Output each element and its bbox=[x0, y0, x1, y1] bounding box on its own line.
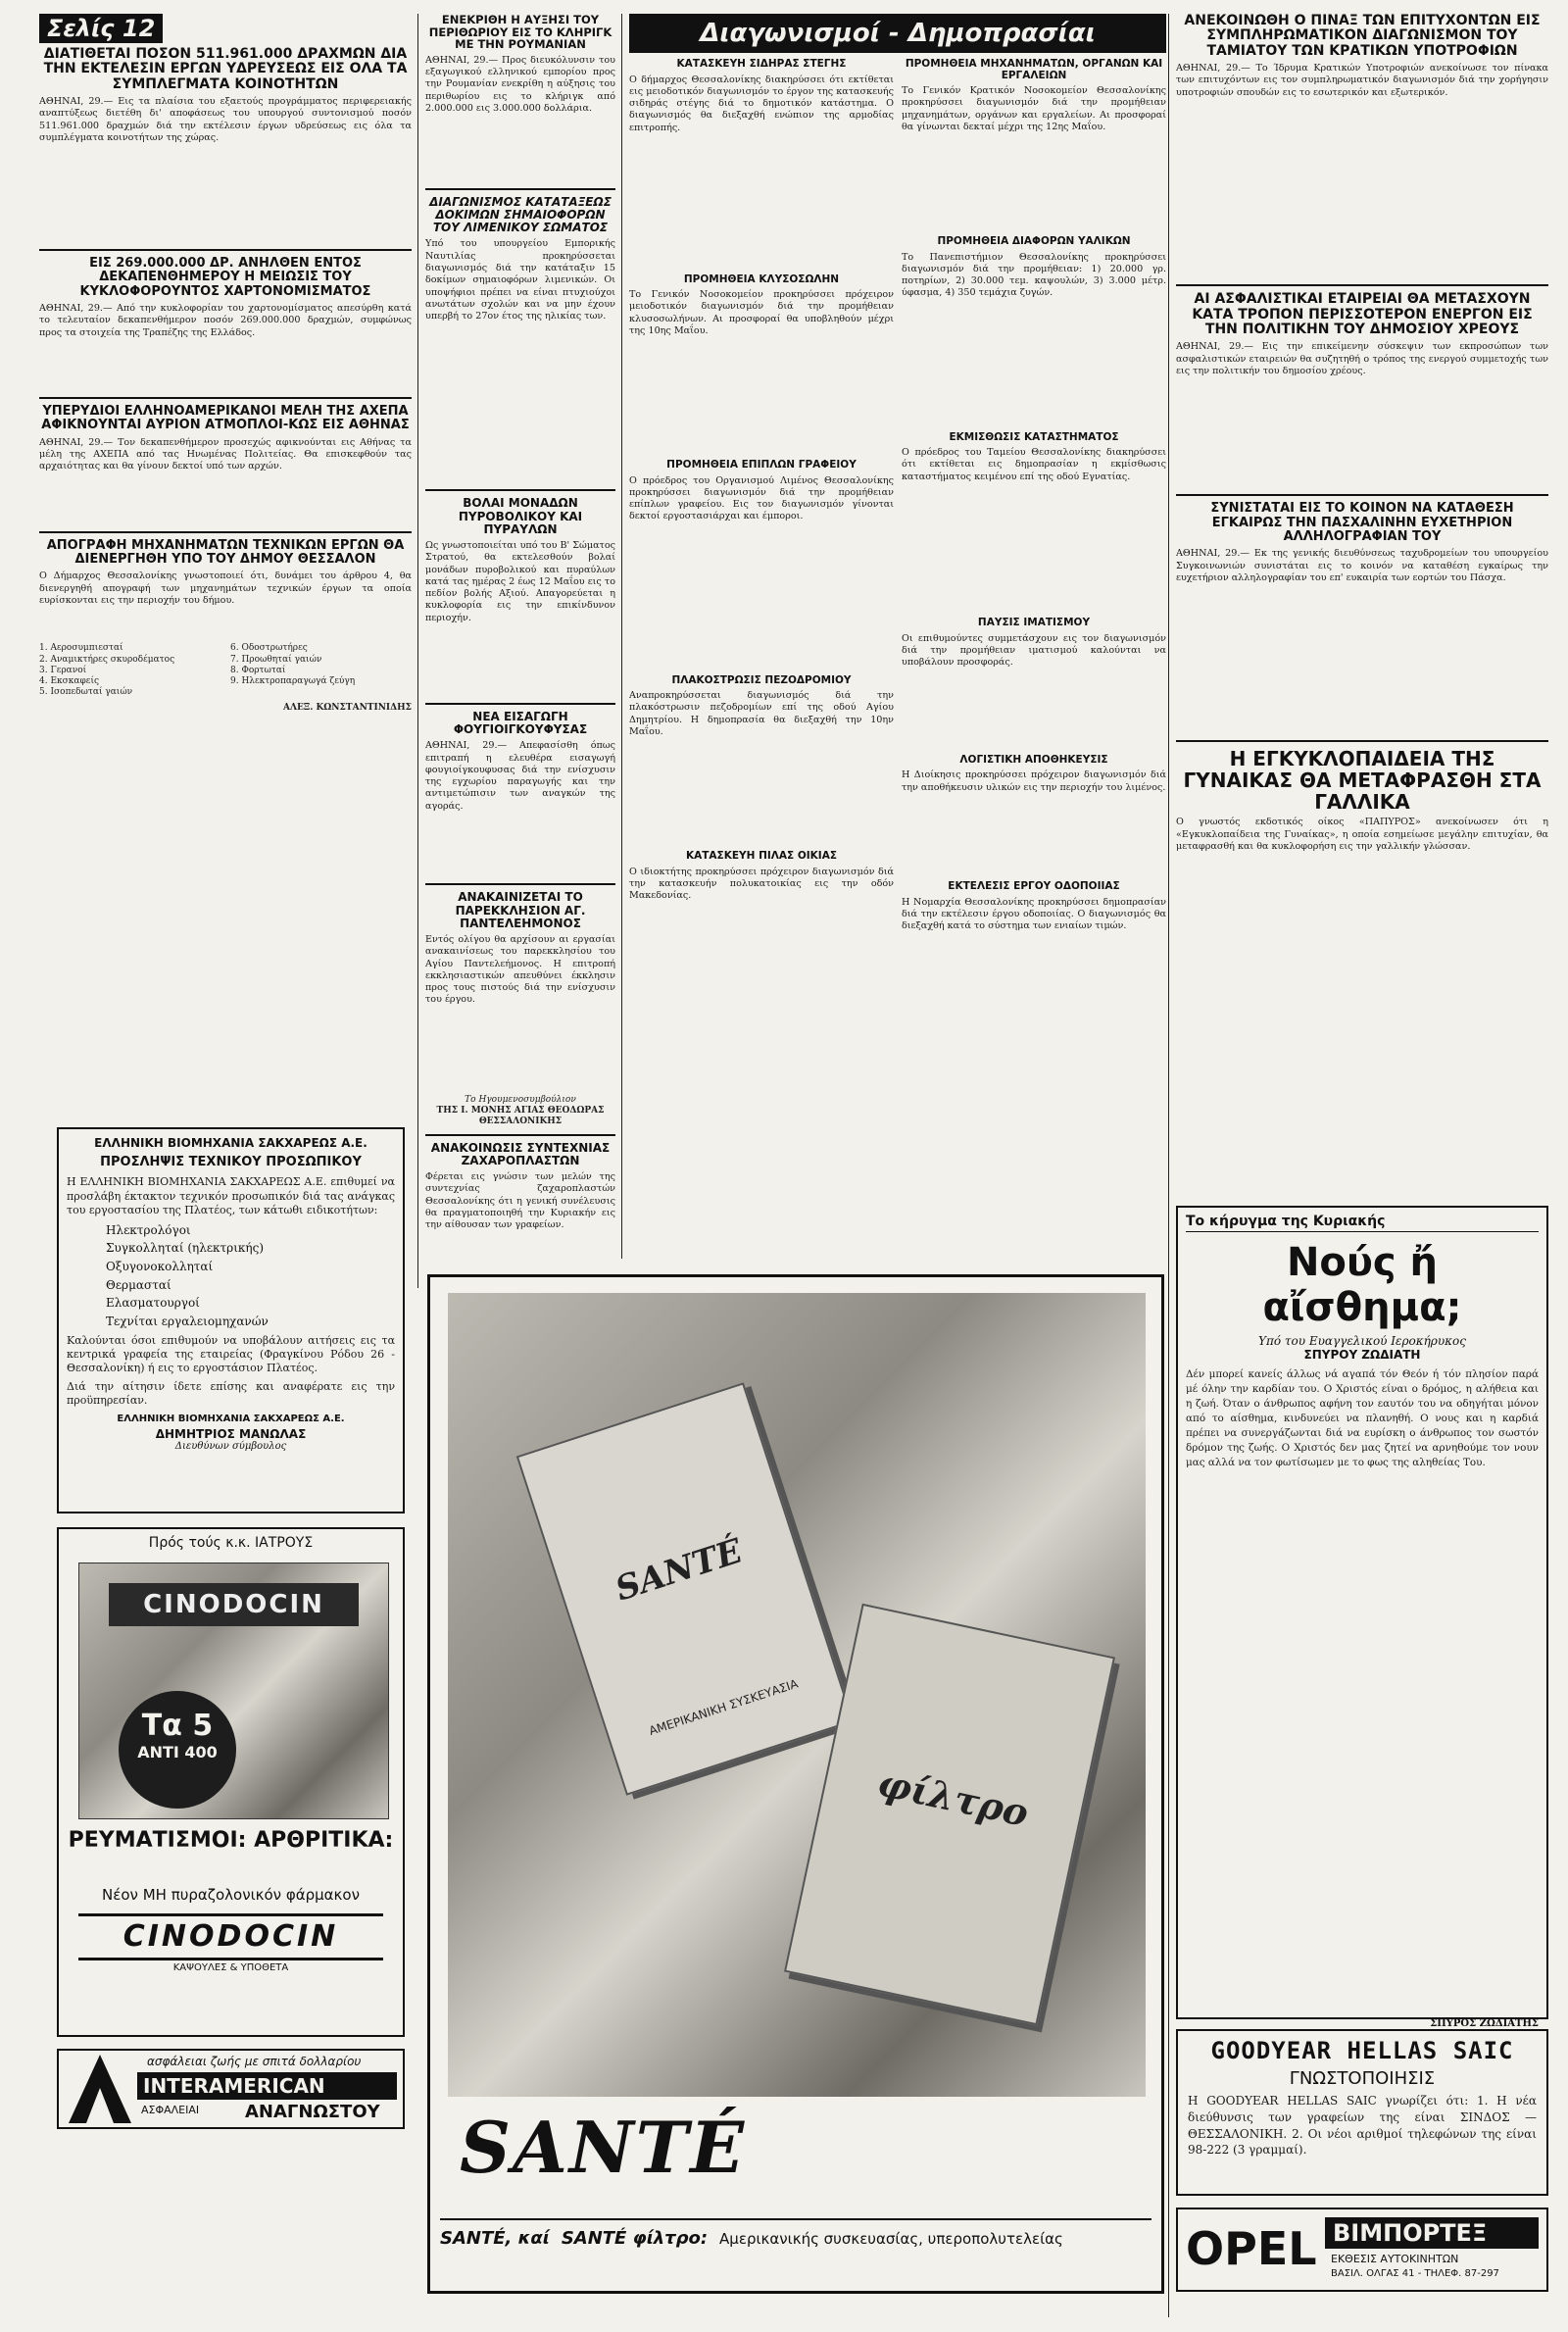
opel-ad bbox=[1176, 2208, 1548, 2292]
tender-heading: ΠΑΥΣΙΣ ΙΜΑΤΙΣΜΟΥ bbox=[977, 617, 1091, 629]
sermon-body: Δέν μπορεί κανείς άλλως νά αγαπά τόν Θεόν ή τόν πλησίον παρά μέ όλην την καρδίαν του. Ο Χριστός είναι ο δρόμος, η αλήθεια και η ζωή. Όταν ο άνθρωπος αφήνη τον εαυτόν του να οδηγήται μόνον από το αίσθημα, κινδυνεύει να πλανηθή. Ο νους και η καρδιά πρέπει να συνεργάζωνται διά να ευρίσκη ο άνθρωπος τον σωστόν δρόμον της ζωής. Ο Χριστός δεν μας ζητεί να αρνηθούμε τον νουν μας αλλά να τον φωτίσωμεν με το φως της αληθείας Του. bbox=[1186, 1368, 1539, 1469]
tender-heading: ΛΟΓΙΣΤΙΚΗ ΑΠΟΘΗΚΕΥΣΙΣ bbox=[959, 753, 1108, 766]
ad-subtitle: ΓΝΩΣΤΟΠΟΙΗΣΙΣ bbox=[1289, 2068, 1436, 2089]
sermon-author: ΣΠΥΡΟΥ ΖΩΔΙΑΤΗ bbox=[1303, 1348, 1421, 1362]
column-1 bbox=[39, 14, 412, 714]
list-item: 2. Αναμικτήρες σκυροδέματος bbox=[39, 654, 175, 665]
headline: ΥΠΕΡΥΔΙΟΙ ΕΛΛΗΝΟΑΜΕΡΙΚΑΝΟΙ ΜΕΛΗ ΤΗΣ ΑΧΕΠΑ ΑΦΙΚΝΟΥΝΤΑΙ ΑΥΡΙΟΝ ΑΤΜΟΠΛΟΙ-ΚΩΣ ΕΙΣ ΑΘΗΝΑΣ bbox=[41, 404, 410, 433]
tender-heading: ΠΛΑΚΟΣΤΡΩΣΙΣ ΠΕΖΟΔΡΟΜΙΟΥ bbox=[671, 673, 852, 686]
product-photo bbox=[78, 1563, 389, 1819]
ad-product-line: Νέον ΜΗ πυραζολονικόν φάρμακον bbox=[102, 1886, 360, 1904]
column-rule bbox=[417, 14, 418, 1288]
headline: ΔΙΑΤΙΘΕΤΑΙ ΠΟΣΟΝ 511.961.000 ΔΡΑΧΜΩΝ ΔΙΑ ΤΗΝ ΕΚΤΕΛΕΣΙΝ ΕΡΓΩΝ ΥΔΡΕΥΣΕΩΣ ΕΙΣ ΟΛΑ ΤΑ ΣΥΜΠΛΕΓΜΑΤΑ ΚΟΙΝΟΤΗΤΩΝ bbox=[43, 46, 408, 92]
article-body: ΑΘΗΝΑΙ, 29.— Απεφασίσθη όπως επιτραπή η ελευθέρα εισαγωγή φουγιοίγκουφυσας διά την ενίσχυσιν της εγχωρίου παραγωγής και την αντιμετώπισιν των αναγκών της αγοράς. bbox=[425, 740, 615, 812]
ad-title: ΕΛΛΗΝΙΚΗ ΒΙΟΜΗΧΑΝΙΑ ΣΑΚΧΑΡΕΩΣ Α.Ε. bbox=[94, 1136, 368, 1150]
list-item: 9. Ηλεκτροπαραγωγά ζεύγη bbox=[230, 676, 356, 686]
interamerican-ad bbox=[57, 2049, 405, 2129]
pack-brand: SANTÉ bbox=[611, 1531, 748, 1610]
article-body: Υπό του υπουργείου Εμπορικής Ναυτιλίας προκηρύσσεται διαγωνισμός διά την κατάταξιν 15 δοκίμων σημαιοφόρων λιμενικών. Οι υποψήφιοι πρέπει να είναι πτυχιούχοι ανωτάτων σχολών και να μην έχουν υπερβή το 27ον έτος της ηλικίας των. bbox=[425, 238, 615, 323]
signature: ΤΗΣ Ι. ΜΟΝΗΣ ΑΓΙΑΣ ΘΕΟΔΩΡΑΣ ΘΕΣΣΑΛΟΝΙΚΗΣ bbox=[436, 1106, 605, 1127]
tender-body: Το Γενικόν Νοσοκομείον προκηρύσσει πρόχειρον μειοδοτικόν διαγωνισμόν διά την προμήθειαν κλυσοσωλήνων. Αι προσφοραί θα υποβληθούν μέχρι της 10ης Μαΐου. bbox=[629, 289, 894, 336]
cinodocin-ad bbox=[57, 1527, 405, 2037]
ad-item: Θερμασταί bbox=[106, 1277, 172, 1292]
list-item: 4. Εκσκαφείς bbox=[39, 676, 100, 686]
tender-body: Το Πανεπιστήμιον Θεσσαλονίκης προκηρύσσει διαγωνισμόν διά την προμήθειαν: 1) 20.000 γρ. ποτηρίων, 2) 30.000 τεμ. καψουλών, 3) 3.000 μέτρ. ύφασμα, 4) 350 τεμάχια ζυγών. bbox=[902, 251, 1166, 299]
dealer-sub: ΕΚΘΕΣΙΣ ΑΥΤΟΚΙΝΗΤΩΝ bbox=[1331, 2253, 1459, 2265]
list-item: 7. Προωθηταί γαιών bbox=[230, 654, 322, 665]
goodyear-ad bbox=[1176, 2029, 1548, 2196]
article-body: ΑΘΗΝΑΙ, 29.— Από την κυκλοφορίαν του χαρτονομίσματος απεσύρθη κατά το τελευταίον δεκαπενθήμερον ποσόν 269.000.000 δραχμών, συμφώνως προς τα στοιχεία της Τραπέζης της Ελλάδος. bbox=[39, 303, 412, 338]
signature: ΣΠΥΡΟΣ ΖΩΔΙΑΤΗΣ bbox=[1430, 2018, 1539, 2029]
headline: ΑΙ ΑΣΦΑΛΙΣΤΙΚΑΙ ΕΤΑΙΡΕΙΑΙ ΘΑ ΜΕΤΑΣΧΟΥΝ ΚΑΤΑ ΤΡΟΠΟΝ ΠΕΡΙΣΣΟΤΕΡΟΝ ΕΝΕΡΓΟΝ ΕΙΣ ΤΗΝ ΠΟΛΙΤΙΚΗΝ ΤΟΥ ΔΗΜΟΣΙΟΥ ΧΡΕΟΥΣ bbox=[1192, 291, 1533, 337]
ad-subtitle: ΠΡΟΣΛΗΨΙΣ ΤΕΧΝΙΚΟΥ ΠΡΟΣΩΠΙΚΟΥ bbox=[100, 1155, 362, 1170]
headline: ΑΝΕΚΟΙΝΩΘΗ Ο ΠΙΝΑΞ ΤΩΝ ΕΠΙΤΥΧΟΝΤΩΝ ΕΙΣ ΣΥΜΠΛΗΡΩΜΑΤΙΚΟΝ ΔΙΑΓΩΝΙΣΜΟΝ ΤΟΥ ΤΑΜΙΑΤΟΥ ΤΩΝ ΚΡΑΤΙΚΩΝ ΥΠΟΤΡΟΦΙΩΝ bbox=[1184, 13, 1541, 59]
section-logo: Σελίς 12 bbox=[39, 14, 163, 43]
ad-item: Ελασματουργοί bbox=[106, 1296, 200, 1311]
dealer-address: ΒΑΣΙΛ. ΟΛΓΑΣ 41 - ΤΗΛΕΦ. 87-297 bbox=[1331, 2268, 1499, 2279]
ad-item: Οξυγονοκολληταί bbox=[106, 1259, 214, 1273]
tender-body: Ο δήμαρχος Θεσσαλονίκης διακηρύσσει ότι εκτίθεται εις μειοδοτικόν διαγωνισμόν το έργον της κατασκευής σιδηράς στέγης διά το δημοτικόν κατάστημα. Ο διαγωνισμός θα διεξαχθή ενώπιον της αρμοδίας επιτροπής. bbox=[629, 74, 894, 133]
tender-heading: ΚΑΤΑΣΚΕΥΗ ΠΙΛΑΣ ΟΙΚΙΑΣ bbox=[685, 850, 838, 863]
cigarette-pack bbox=[516, 1382, 855, 1796]
tender-body: Ο ιδιοκτήτης προκηρύσσει πρόχειρον διαγωνισμόν διά την κατασκευήν πολυκατοικίας εις την οδόν Μακεδονίας. bbox=[629, 866, 894, 902]
tender-body: Ο πρόεδρος του Ταμείου Θεσσαλονίκης διακηρύσσει ότι εκτίθεται εις δημοπρασίαν η εκμίσθωσις καταστήματος κειμένου επί της οδού Εγνατίας. bbox=[902, 447, 1166, 482]
article-body: ΑΘΗΝΑΙ, 29.— Εκ της γενικής διευθύνσεως ταχυδρομείων του υπουργείου Συγκοινωνιών συνιστάται εις το κοινόν να καταθέση εγκαίρως την ευχετήριον αλληλογραφίαν του επ' ευκαιρία των εορτών του Πάσχα. bbox=[1176, 548, 1548, 583]
tender-body: Οι επιθυμούντες συμμετάσχουν εις τον διαγωνισμόν διά την προμήθειαν ιματισμού καλούνται να υποβάλουν προσφοράς. bbox=[902, 632, 1166, 669]
dealer-name: ΒΙΜΠΟΡΤΕΞ bbox=[1325, 2217, 1539, 2249]
ad-body: Η GOODYEAR HELLAS SAIC γνωρίζει ότι: 1. Η νέα διεύθυνσις των γραφείων της είναι ΣΙΝΔΟΣ — ΘΕΣΣΑΛΟΝΙΚΗ. 2. Οι νέοι αριθμοί τηλεφώνων της είναι 98-222 (3 γραμμαί). bbox=[1188, 2094, 1537, 2158]
ad-title: GOODYEAR HELLAS SAIC bbox=[1210, 2037, 1514, 2064]
list-item: 1. Αεροσυμπιεσταί bbox=[39, 643, 123, 654]
signature: Το Ηγουμενοσυμβούλιον bbox=[465, 1094, 576, 1105]
tender-body: Η Διοίκησις προκηρύσσει πρόχειρον διαγωνισμόν διά την αποθήκευσιν υλικών εις την περιοχήν του λιμένος. bbox=[902, 769, 1166, 793]
article-body: Ως γνωστοποιείται υπό του Β' Σώματος Στρατού, θα εκτελεσθούν βολαί μονάδων πυροβολικού και πυραύλων κατά τας ημέρας 2 έως 12 Μαΐου εις το πεδίον βολής Αξιού. Απαγορεύεται η κυκλοφορία εις την επικίνδυνον περιοχήν. bbox=[425, 540, 615, 623]
article-body: Ο γνωστός εκδοτικός οίκος «ΠΑΠΥΡΟΣ» ανεκοίνωσεν ότι η «Εγκυκλοπαίδεια της Γυναίκας», η οποία εσημείωσε μεγάλην επιτυχίαν, θα μεταφρασθή και θα κυκλοφορήση εις την γαλλικήν γλώσσαν. bbox=[1176, 817, 1548, 852]
tender-heading: ΠΡΟΜΗΘΕΙΑ ΕΠΙΠΛΩΝ ΓΡΑΦΕΙΟΥ bbox=[666, 459, 857, 471]
tenders-subcolumn-right bbox=[902, 59, 1166, 1018]
tenders-banner: Διαγωνισμοί - Δημοπρασίαι bbox=[629, 14, 1166, 53]
sermon-box bbox=[1176, 1206, 1548, 2029]
ad-tagline: SANTÉ, καί SANTÉ φίλτρο: Αμερικανικής συσκευασίας, υπεροπολυτελείας bbox=[440, 2218, 1152, 2249]
ad-signer-role: Διευθύνων σύμβουλος bbox=[174, 1440, 287, 1452]
tenders-subcolumn-left bbox=[629, 59, 894, 1018]
article-body: ΑΘΗΝΑΙ, 29.— Το Ίδρυμα Κρατικών Υποτροφιών ανεκοίνωσε τον πίνακα των επιτυχόντων εις τον συμπληρωματικόν διαγωνισμόν διά την χορήγησιν υποτροφιών σπουδών εις το εσωτερικόν και εξωτερικόν. bbox=[1176, 63, 1548, 98]
list-item: 3. Γερανοί bbox=[39, 665, 87, 675]
ad-item: Συγκολληταί (ηλεκτρικής) bbox=[106, 1241, 265, 1256]
ad-signer: ΔΗΜΗΤΡΙΟΣ ΜΑΝΩΛΑΣ bbox=[155, 1426, 307, 1441]
brand-logo: SANTÉ bbox=[460, 2106, 747, 2189]
brand-logo: CINODOCIN bbox=[78, 1913, 383, 1960]
list-item: 8. Φορτωταί bbox=[230, 665, 286, 675]
sermon-kicker: Το κήρυγμα της Κυριακής bbox=[1186, 1214, 1539, 1232]
headline: ΕΝΕΚΡΙΘΗ Η ΑΥΞΗΣΙ ΤΟΥ ΠΕΡΙΘΩΡΙΟΥ ΕΙΣ ΤΟ ΚΛΗΡΙΓΚ ΜΕ ΤΗΝ ΡΟΥΜΑΝΙΑΝ bbox=[428, 13, 612, 52]
ad-heading: Πρός τούς κ.κ. ΙΑΤΡΟΥΣ bbox=[148, 1535, 314, 1551]
list-item: 5. Ισοπεδωταί γαιών bbox=[39, 687, 133, 698]
headline: ΒΟΛΑΙ ΜΟΝΑΔΩΝ ΠΥΡΟΒΟΛΙΚΟΥ ΚΑΙ ΠΥΡΑΥΛΩΝ bbox=[458, 496, 583, 536]
ad-photo bbox=[448, 1293, 1146, 2097]
ad-item: Ηλεκτρολόγοι bbox=[106, 1222, 191, 1237]
article-body: Ο Δήμαρχος Θεσσαλονίκης γνωστοποιεί ότι, δυνάμει του άρθρου 4, θα διενεργηθή απογραφή των μηχανημάτων τεχνικών έργων τα οποία ευρίσκονται εις την περιοχήν του δήμου. bbox=[39, 571, 412, 606]
tenders-section bbox=[629, 14, 1166, 1018]
article-body: ΑΘΗΝΑΙ, 29.— Εις τα πλαίσια του εξαετούς προγράμματος περιφερειακής αναπτύξεως διετέθη δι' αποφάσεως του υπουργού συντονισμού ποσόν 511.961.000 δραχμών διά την εκτέλεσιν έργων υδρεύσεως εις όλα τα συμπλέγματα κοινοτήτων της χώρας. bbox=[39, 96, 412, 143]
article-body: Φέρεται εις γνώσιν των μελών της συντεχνίας ζαχαροπλαστών Θεσσαλονίκης ότι η γενική συνέλευσις θα πραγματοποιηθή την Κυριακήν εις την αίθουσαν των γραφείων. bbox=[425, 1171, 615, 1231]
headline: ΣΥΝΙΣΤΑΤΑΙ ΕΙΣ ΤΟ ΚΟΙΝΟΝ ΝΑ ΚΑΤΑΘΕΣΗ ΕΓΚΑΙΡΩΣ ΤΗΝ ΠΑΣΧΑΛΙΝΗΝ ΕΥΧΕΤΗΡΙΟΝ ΑΛΛΗΛΟΓΡΑΦΙΑΝ ΤΟΥ bbox=[1210, 501, 1514, 544]
sante-cigarette-ad bbox=[427, 1274, 1164, 2294]
ad-sub: ΑΣΦΑΛΕΙΑΙ bbox=[141, 2104, 200, 2116]
ad-footer: Διά την αίτησιν ίδετε επίσης και αναφέρατε εις την προϋπηρεσίαν. bbox=[67, 1379, 395, 1407]
sugar-company-ad bbox=[57, 1127, 405, 1513]
headline: Η ΕΓΚΥΚΛΟΠΑΙΔΕΙΑ ΤΗΣ ΓΥΝΑΙΚΑΣ ΘΑ ΜΕΤΑΦΡΑΣΘΗ ΣΤΑ ΓΑΛΛΙΚΑ bbox=[1183, 747, 1542, 815]
article-body: ΑΘΗΝΑΙ, 29.— Προς διευκόλυνσιν του εξαγωγικού ελληνικού εμπορίου προς την Ρουμανίαν ενεκρίθη η αύξησις του περιθωρίου εις το κλήριγκ από 2.000.000 εις 3.000.000 δολλάρια. bbox=[425, 54, 615, 114]
pack-label: ΑΜΕΡΙΚΑΝΙΚΗ ΣΥΣΚΕΥΑΣΙΑ bbox=[647, 1676, 801, 1739]
tender-heading: ΠΡΟΜΗΘΕΙΑ ΜΗΧΑΝΗΜΑΤΩΝ, ΟΡΓΑΝΩΝ ΚΑΙ ΕΡΓΑΛΕΙΩΝ bbox=[905, 58, 1163, 81]
tender-body: Αναπροκηρύσσεται διαγωνισμός διά την πλακόστρωσιν πεζοδρομίων επί της οδού Αγίου Δημητρίου. Η δημοπρασία θα διεξαχθή την 10ην Μαΐου. bbox=[629, 690, 894, 737]
sermon-title: Νούς ἤ αἴσθημα; bbox=[1262, 1240, 1462, 1330]
ad-agent: ΑΝΑΓΝΩΣΤΟΥ bbox=[245, 2102, 380, 2122]
headline: ΕΙΣ 269.000.000 ΔΡ. ΑΝΗΛΘΕΝ ΕΝΤΟΣ ΔΕΚΑΠΕΝΘΗΜΕΡΟΥ Η ΜΕΙΩΣΙΣ ΤΟΥ ΚΥΚΛΟΦΟΡΟΥΝΤΟΣ ΧΑΡΤΟΝΟΜΙΣΜΑΤΟΣ bbox=[79, 256, 371, 299]
column-rule bbox=[621, 14, 622, 1259]
ad-item: Τεχνίται εργαλειομηχανών bbox=[106, 1314, 269, 1328]
headline: ΔΙΑΓΩΝΙΣΜΟΣ ΚΑΤΑΤΑΞΕΩΣ ΔΟΚΙΜΩΝ ΣΗΜΑΙΟΦΟΡΩΝ ΤΟΥ ΛΙΜΕΝΙΚΟΥ ΣΩΜΑΤΟΣ bbox=[429, 194, 612, 235]
signature: ΑΛΕΞ. ΚΩΝΣΤΑΝΤΙΝΙΔΗΣ bbox=[283, 702, 412, 713]
ad-forms: ΚΑΨΟΥΛΕΣ & ΥΠΟΘΕΤΑ bbox=[172, 1962, 289, 1973]
column-2 bbox=[425, 14, 615, 1283]
ad-topic: ΡΕΥΜΑΤΙΣΜΟΙ: ΑΡΘΡΙΤΙΚΑ: bbox=[68, 1828, 394, 1853]
tender-heading: ΠΡΟΜΗΘΕΙΑ ΚΛΥΣΟΣΩΛΗΝ bbox=[683, 273, 840, 285]
headline: ΑΝΑΚΑΙΝΙΖΕΤΑΙ ΤΟ ΠΑΡΕΚΚΛΗΣΙΟΝ ΑΓ. ΠΑΝΤΕΛΕΗΜΟΝΟΣ bbox=[455, 890, 586, 930]
tender-heading: ΚΑΤΑΣΚΕΥΗ ΣΙΔΗΡΑΣ ΣΤΕΓΗΣ bbox=[676, 58, 847, 70]
ad-body: Καλούνται όσοι επιθυμούν να υποβάλουν αιτήσεις εις τα κεντρικά γραφεία της εταιρείας (Φραγκίνου Ρόδου 26 - Θεσσαλονίκη) ή εις το εργοστάσιον Πλατέος. bbox=[67, 1334, 395, 1375]
tender-body: Η Νομαρχία Θεσσαλονίκης προκηρύσσει δημοπρασίαν διά την εκτέλεσιν έργου οδοποιίας. Ο διαγωνισμός θα διεξαχθή κατά το σύστημα των ενιαίων τιμών. bbox=[902, 896, 1166, 932]
tender-heading: ΕΚΜΙΣΘΩΣΙΣ ΚΑΤΑΣΤΗΜΑΤΟΣ bbox=[949, 430, 1119, 443]
list-item: 6. Οδοστρωτήρες bbox=[230, 643, 308, 654]
price-badge: Τα 5 ΑΝΤΙ 400 bbox=[119, 1691, 236, 1809]
ad-intro: Η ΕΛΛΗΝΙΚΗ ΒΙΟΜΗΧΑΝΙΑ ΣΑΚΧΑΡΕΩΣ Α.Ε. επιθυμεί να προσλάβη έκτακτον τεχνικόν προσωπικόν διά τας ανάγκας του εργοστασίου της Πλατέος, των κάτωθι ειδικοτήτων: bbox=[67, 1175, 395, 1216]
tender-heading: ΕΚΤΕΛΕΣΙΣ ΕΡΓΟΥ ΟΔΟΠΟΙΙΑΣ bbox=[948, 880, 1120, 893]
brand-label: CINODOCIN bbox=[109, 1583, 359, 1626]
tender-body: Ο πρόεδρος του Οργανισμού Λιμένος Θεσσαλονίκης προκηρύσσει διαγωνισμόν διά την προμήθειαν επίπλων γραφείου. Εις τον διαγωνισμόν γίνονται δεκτοί εργοστασιάρχαι και έμποροι. bbox=[629, 474, 894, 522]
tender-heading: ΠΡΟΜΗΘΕΙΑ ΔΙΑΦΟΡΩΝ ΥΑΛΙΚΩΝ bbox=[937, 235, 1131, 248]
logo-a-icon bbox=[69, 2055, 131, 2123]
brand-logo: OPEL bbox=[1186, 2222, 1317, 2275]
headline: ΝΕΑ ΕΙΣΑΓΩΓΗ ΦΟΥΓΙΟΙΓΚΟΥΦΥΣΑΣ bbox=[453, 710, 588, 737]
article-body: Εντός ολίγου θα αρχίσουν αι εργασίαι ανακαινίσεως του παρεκκλησίου του Αγίου Παντελεήμονος. Η επιτροπή εκκλησιαστικών απευθύνει έκκλησιν προς τους πιστούς διά την ενίσχυσιν του έργου. bbox=[425, 933, 615, 1006]
ad-tag: ασφάλειαι ζωής με σπιτά δολλαρίου bbox=[147, 2055, 362, 2068]
headline: ΑΝΑΚΟΙΝΩΣΙΣ ΣΥΝΤΕΧΝΙΑΣ ΖΑΧΑΡΟΠΛΑΣΤΩΝ bbox=[430, 1140, 611, 1167]
article-body: ΑΘΗΝΑΙ, 29.— Τον δεκαπενθήμερον προσεχώς αφικνούνται εις Αθήνας τα μέλη της ΑΧΕΠΑ από τας Ηνωμένας Πολιτείας. Θα επισκεφθούν τας αρχαιότητας και θα γίνουν δεκτοί υπό των αρχών. bbox=[39, 436, 412, 472]
pack-brand: φίλτρο bbox=[873, 1760, 1033, 1836]
headline: ΑΠΟΓΡΑΦΗ ΜΗΧΑΝΗΜΑΤΩΝ ΤΕΧΝΙΚΩΝ ΕΡΓΩΝ ΘΑ ΔΙΕΝΕΡΓΗΘΗ ΥΠΟ ΤΟΥ ΔΗΜΟΥ ΘΕΣΣΑΛΟΝ bbox=[46, 537, 405, 567]
column-5 bbox=[1176, 14, 1548, 968]
ad-name: INTERAMERICAN bbox=[137, 2072, 397, 2100]
column-rule bbox=[1168, 14, 1169, 2317]
sermon-by: Υπό του Ευαγγελικού Ιεροκήρυκος bbox=[1258, 1334, 1466, 1348]
ad-company: ΕΛΛΗΝΙΚΗ ΒΙΟΜΗΧΑΝΙΑ ΣΑΚΧΑΡΕΩΣ Α.Ε. bbox=[117, 1413, 345, 1424]
tender-body: Το Γενικόν Κρατικόν Νοσοκομείον Θεσσαλονίκης προκηρύσσει διαγωνισμόν διά την προμήθειαν μηχανημάτων, οργάνων και εργαλείων. Αι προσφοραί θα γίνωνται δεκταί μέχρι της 12ης Μαΐου. bbox=[902, 85, 1166, 132]
article-body: ΑΘΗΝΑΙ, 29.— Εις την επικείμενην σύσκεψιν των εκπροσώπων των ασφαλιστικών εταιρειών θα συζητηθή ο τρόπος της ενεργού συμμετοχής των εις την πολιτικήν του δημοσίου χρέους. bbox=[1176, 341, 1548, 376]
